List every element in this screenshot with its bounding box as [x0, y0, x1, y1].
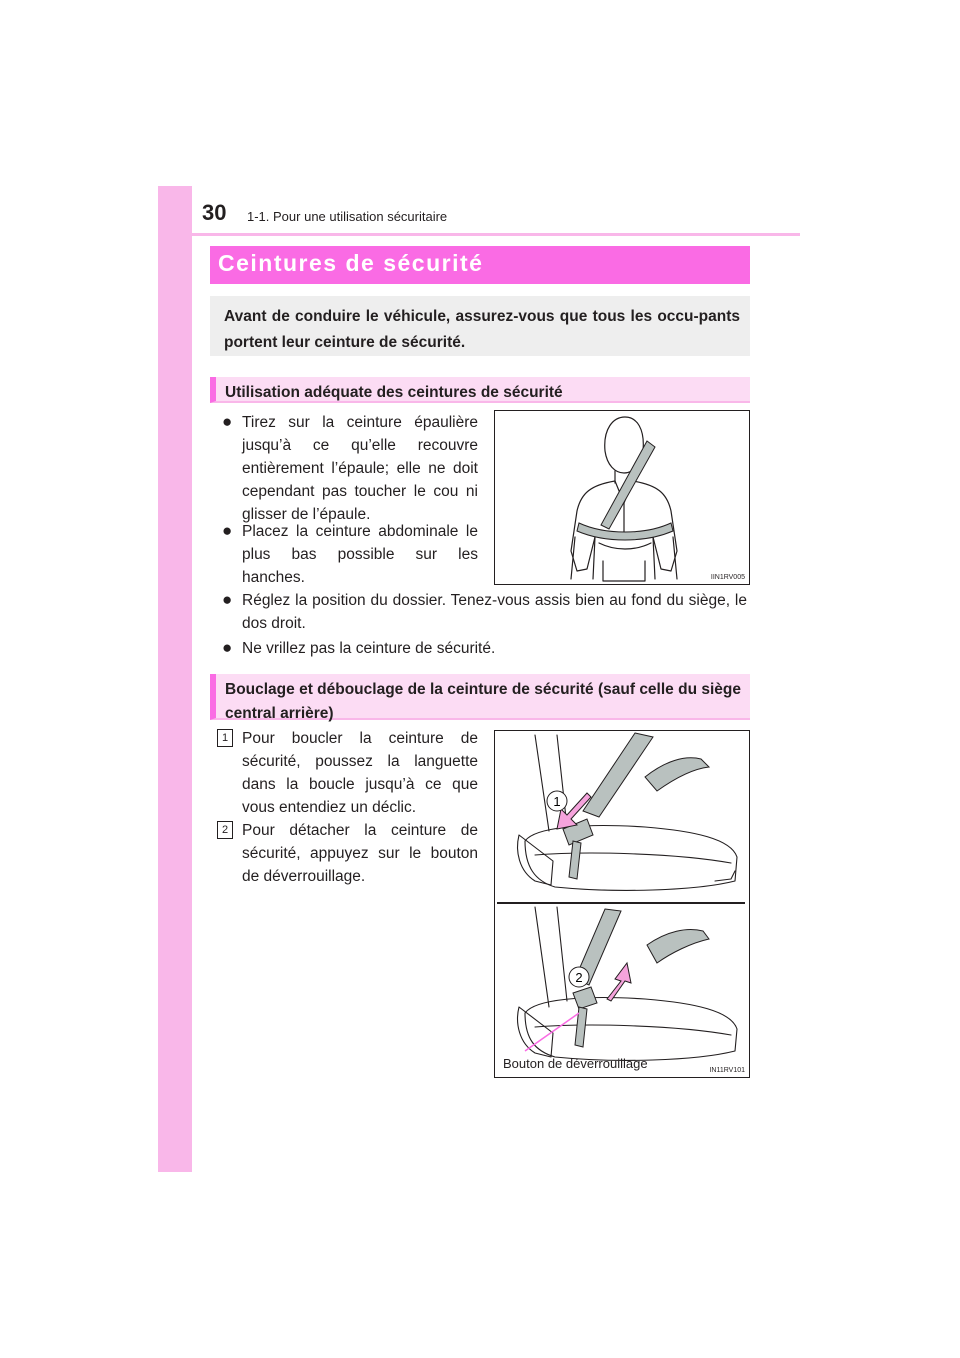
section-title: Ceintures de sécurité	[218, 250, 484, 276]
callout-1-label: 1	[553, 794, 561, 809]
buckle-heading: Bouclage et débouclage de la ceinture de sécurité (sauf celle du siège central arrière)	[210, 674, 750, 720]
figure-code: IIN1RV005	[710, 574, 745, 581]
release-button-label: Bouton de déverrouillage	[503, 1056, 648, 1071]
section-title-band	[210, 246, 750, 284]
seated-person-illustration	[494, 410, 750, 585]
bullet-item	[222, 637, 747, 660]
step-text: Pour détacher la ceinture de sécurité, appuyez sur le bouton de déverrouillage.	[242, 822, 478, 885]
step-item	[221, 819, 478, 888]
buckle-drawing	[495, 731, 749, 1077]
bullet-text: Réglez la position du dossier. Tenez-vous assis bien au fond du siège, le dos droit.	[242, 592, 747, 632]
bullet-text: Placez la ceinture abdominale le plus bas possible sur les hanches.	[242, 523, 478, 586]
step-number-badge: 2	[217, 821, 233, 839]
bullet-item	[222, 411, 478, 526]
callout-2-label: 2	[575, 970, 583, 985]
bullet-text: Ne vrillez pas la ceinture de sécurité.	[242, 640, 496, 657]
buckle-illustration	[494, 730, 750, 1078]
side-tab-bar	[158, 186, 192, 1172]
bullet-item	[222, 520, 478, 589]
step-text: Pour boucler la ceinture de sécurité, poussez la languette dans la boucle jusqu’à ce que vous entendiez un déclic.	[242, 730, 478, 816]
intro-box: Avant de conduire le véhicule, assurez-vous que tous les occu-pants portent leur ceinture de sécurité.	[210, 296, 750, 356]
bullet-icon: ●	[222, 590, 233, 609]
bullet-icon: ●	[222, 638, 233, 657]
step-number-badge: 1	[217, 729, 233, 747]
bullet-icon: ●	[222, 521, 233, 540]
bullet-text: Tirez sur la ceinture épaulière jusqu’à ce qu’elle recouvre entièrement l’épaule; elle ne doit cependant pas toucher le cou ni glisser de l’épaule.	[242, 414, 478, 523]
bullet-item	[222, 589, 747, 635]
proper-use-heading: Utilisation adéquate des ceintures de sécurité	[210, 377, 750, 403]
bullet-icon: ●	[222, 412, 233, 431]
pull-arrow-icon	[607, 963, 631, 1001]
header-rule	[192, 233, 800, 236]
page-number: 30	[202, 200, 227, 225]
chapter-title: 1-1. Pour une utilisation sécuritaire	[247, 209, 448, 224]
seated-person-drawing	[495, 411, 749, 584]
figure-code: IN11RV101	[709, 1067, 745, 1074]
step-item	[221, 727, 478, 819]
